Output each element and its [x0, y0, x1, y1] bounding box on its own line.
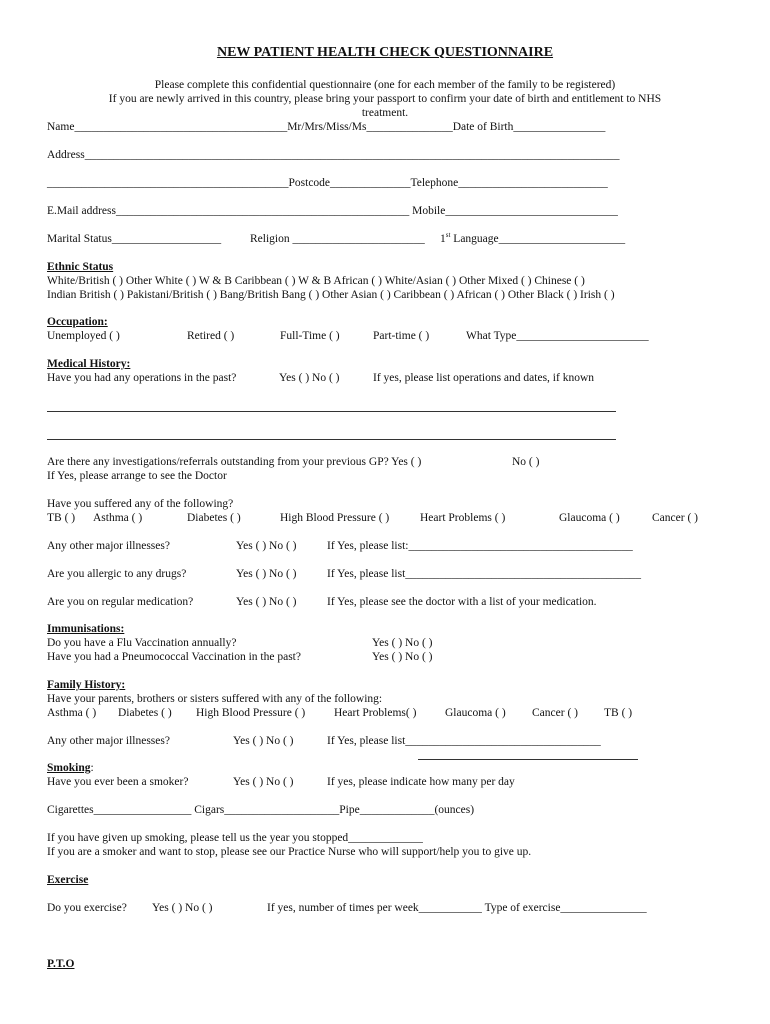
- language-prefix: 1: [440, 233, 446, 245]
- flu-question: Do you have a Flu Vaccination annually?: [47, 637, 237, 649]
- investigations-question[interactable]: Are there any investigations/referrals outstanding from your previous GP? Yes ( ): [47, 456, 422, 468]
- medical-heart-problems[interactable]: Heart Problems ( ): [420, 512, 506, 524]
- address-field[interactable]: Address_____________________________________________________________________________________________: [47, 149, 620, 161]
- medication-question: Are you on regular medication?: [47, 596, 194, 608]
- allergy-question: Are you allergic to any drugs?: [47, 568, 187, 580]
- medical-glaucoma[interactable]: Glaucoma ( ): [559, 512, 620, 524]
- marital-status-field[interactable]: Marital Status___________________: [47, 233, 222, 245]
- language-sup: st: [445, 231, 451, 240]
- occupation-heading: Occupation:: [47, 316, 108, 328]
- operations-question: Have you had any operations in the past?: [47, 372, 237, 384]
- medical-diabetes[interactable]: Diabetes ( ): [187, 512, 241, 524]
- family-illnesses-extra-line[interactable]: [418, 759, 638, 760]
- family-diabetes[interactable]: Diabetes ( ): [118, 707, 172, 719]
- religion-field[interactable]: Religion _______________________: [250, 233, 425, 245]
- ethnic-options-1[interactable]: White/British ( ) Other White ( ) W & B Caribbean ( ) W & B African ( ) White/Asian ( ) Other Mixed ( ) Chinese ( ): [47, 275, 585, 287]
- operations-note: If yes, please list operations and dates, if known: [373, 372, 594, 384]
- occupation-parttime[interactable]: Part-time ( ): [373, 330, 430, 342]
- medication-note: If Yes, please see the doctor with a list of your medication.: [327, 596, 597, 608]
- pneumo-yes-no[interactable]: Yes ( ) No ( ): [372, 651, 433, 663]
- exercise-heading: Exercise: [47, 874, 89, 886]
- smoker-yes-no[interactable]: Yes ( ) No ( ): [233, 776, 294, 788]
- illnesses-list-field[interactable]: If Yes, please list:_______________________________________: [327, 540, 633, 552]
- family-illnesses-list-field[interactable]: If Yes, please list__________________________________: [327, 735, 601, 747]
- exercise-question: Do you exercise?: [47, 902, 127, 914]
- smoking-heading: Smoking: [47, 762, 91, 774]
- given-up-year-field[interactable]: If you have given up smoking, please tell us the year you stopped_____________: [47, 832, 423, 844]
- ethnic-heading: Ethnic Status: [47, 261, 114, 273]
- occupation-retired[interactable]: Retired ( ): [187, 330, 235, 342]
- smoking-amounts-field[interactable]: Cigarettes_________________ Cigars____________________Pipe_____________(ounces): [47, 804, 475, 816]
- investigations-no[interactable]: No ( ): [512, 456, 540, 468]
- postcode-telephone-field[interactable]: __________________________________________Postcode______________Telephone__________________________: [47, 177, 608, 189]
- allergy-list-field[interactable]: If Yes, please list_________________________________________: [327, 568, 642, 580]
- occupation-unemployed[interactable]: Unemployed ( ): [47, 330, 120, 342]
- family-cancer[interactable]: Cancer ( ): [532, 707, 578, 719]
- illnesses-yes-no[interactable]: Yes ( ) No ( ): [236, 540, 297, 552]
- pneumo-question: Have you had a Pneumococcal Vaccination in the past?: [47, 651, 301, 663]
- exercise-frequency-type-field[interactable]: If yes, number of times per week___________ Type of exercise_______________: [267, 902, 647, 914]
- investigations-note: If Yes, please arrange to see the Doctor: [47, 470, 227, 482]
- first-language-field[interactable]: [440, 232, 625, 246]
- family-illnesses-question: Any other major illnesses?: [47, 735, 170, 747]
- occupation-fulltime[interactable]: Full-Time ( ): [280, 330, 340, 342]
- family-intro: Have your parents, brothers or sisters suffered with any of the following:: [47, 693, 383, 705]
- family-tb[interactable]: TB ( ): [604, 707, 633, 719]
- occupation-what-type[interactable]: What Type_______________________: [466, 330, 649, 342]
- family-heart-problems[interactable]: Heart Problems( ): [334, 707, 417, 719]
- language-rest: Language______________________: [450, 233, 626, 245]
- operations-blank-line-1[interactable]: [47, 411, 616, 412]
- ethnic-options-2[interactable]: Indian British ( ) Pakistani/British ( ) Bang/British Bang ( ) Other Asian ( ) Caribbean ( ) African ( ) Other Black ( ) Irish ( ): [47, 289, 615, 301]
- intro-line-2: If you are newly arrived in this country, please bring your passport to confirm your date of birth and entitlement to NHS: [108, 93, 662, 105]
- family-asthma[interactable]: Asthma ( ): [47, 707, 97, 719]
- smoker-question: Have you ever been a smoker?: [47, 776, 189, 788]
- operations-blank-line-2[interactable]: [47, 439, 616, 440]
- family-glaucoma[interactable]: Glaucoma ( ): [445, 707, 506, 719]
- flu-yes-no[interactable]: Yes ( ) No ( ): [372, 637, 433, 649]
- family-illnesses-yes-no[interactable]: Yes ( ) No ( ): [233, 735, 294, 747]
- family-history-heading: Family History:: [47, 679, 126, 691]
- medical-history-heading: Medical History:: [47, 358, 131, 370]
- intro-line-1: Please complete this confidential questionnaire (one for each member of the family to be registered): [154, 79, 616, 91]
- suffered-question: Have you suffered any of the following?: [47, 498, 234, 510]
- page-title: NEW PATIENT HEALTH CHECK QUESTIONNAIRE: [216, 45, 554, 60]
- medical-asthma[interactable]: Asthma ( ): [93, 512, 143, 524]
- operations-yes-no[interactable]: Yes ( ) No ( ): [279, 372, 340, 384]
- stop-smoking-note: If you are a smoker and want to stop, please see our Practice Nurse who will support/help you to give up.: [47, 846, 532, 858]
- intro-line-3: treatment.: [361, 107, 409, 119]
- email-mobile-field[interactable]: E.Mail address___________________________________________________ Mobile______________________________: [47, 205, 618, 217]
- smoking-heading-colon: :: [90, 762, 94, 774]
- family-high-blood-pressure[interactable]: High Blood Pressure ( ): [196, 707, 306, 719]
- exercise-yes-no[interactable]: Yes ( ) No ( ): [152, 902, 213, 914]
- pto-label: P.T.O: [47, 958, 75, 970]
- medical-cancer[interactable]: Cancer ( ): [652, 512, 698, 524]
- illnesses-question: Any other major illnesses?: [47, 540, 170, 552]
- smoker-note: If yes, please indicate how many per day: [327, 776, 515, 788]
- medication-yes-no[interactable]: Yes ( ) No ( ): [236, 596, 297, 608]
- immunisations-heading: Immunisations:: [47, 623, 125, 635]
- allergy-yes-no[interactable]: Yes ( ) No ( ): [236, 568, 297, 580]
- medical-high-blood-pressure[interactable]: High Blood Pressure ( ): [280, 512, 390, 524]
- medical-tb[interactable]: TB ( ): [47, 512, 76, 524]
- name-field[interactable]: Name_____________________________________Mr/Mrs/Miss/Ms_______________Date of Birth________________: [47, 121, 606, 133]
- smoking-heading-row: [47, 761, 94, 775]
